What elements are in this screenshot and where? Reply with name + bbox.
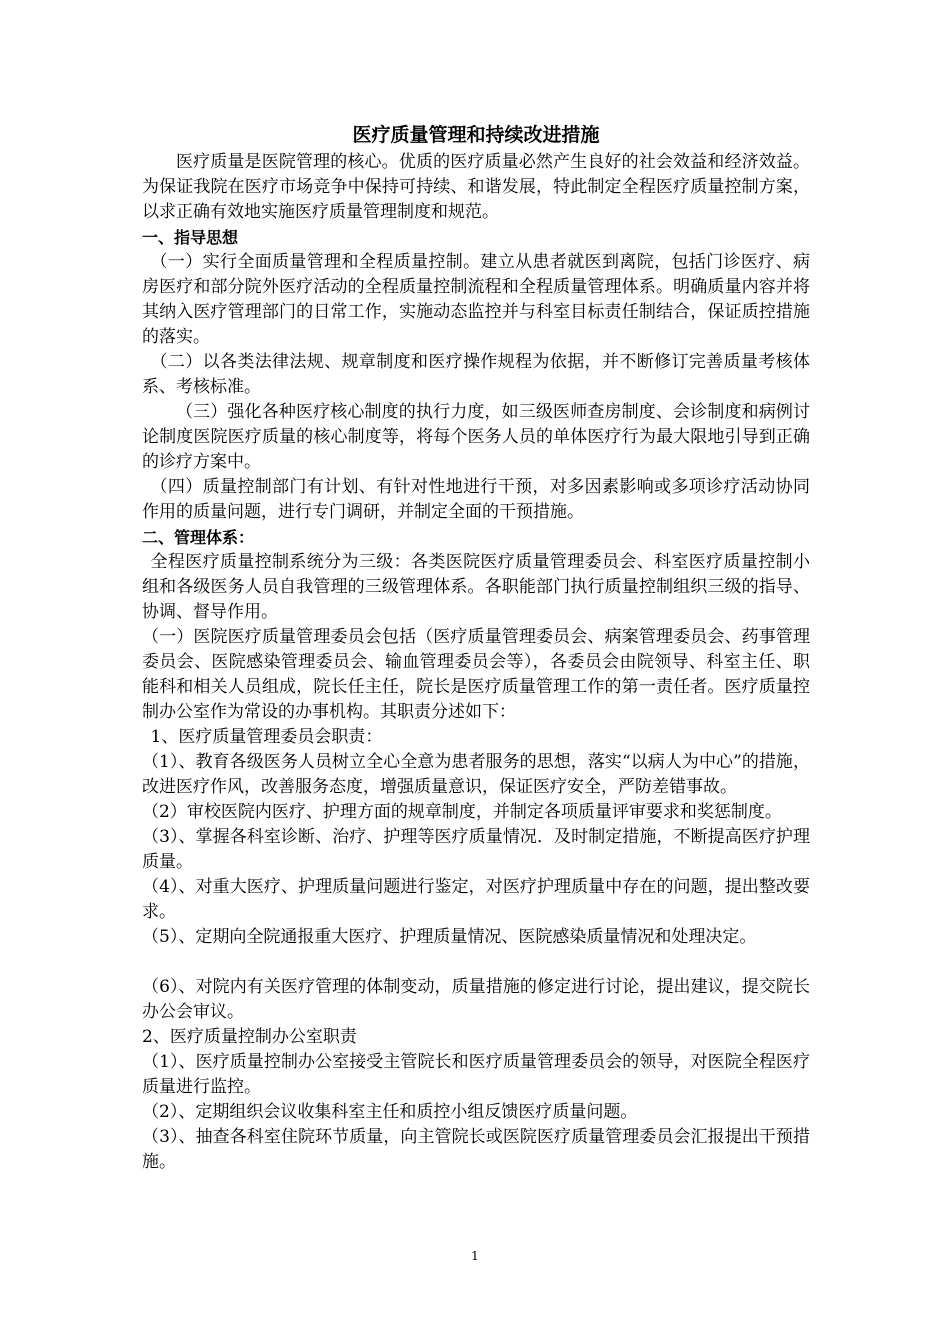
document-page (142, 120, 810, 1175)
guiding-item-2: （二）以各类法律法规、规章制度和医疗操作规程为依据，并不断修订完善质量考核体系、考核标准。 (142, 352, 810, 397)
document-title: 医疗质量管理和持续改进措施 (352, 124, 600, 146)
section-heading-management-system: 二、管理体系： (142, 528, 255, 547)
management-intro: 全程医疗质量控制系统分为三级：各类医院医疗质量管理委员会、科室医疗质量控制小组和各级医务人员自我管理的三级管理体系。各职能部门执行质量控制组织三级的指导、协调、督导作用。 (142, 552, 810, 622)
section-heading-guiding-ideology: 一、指导思想 (142, 228, 239, 247)
committee-duties-heading: 1、医疗质量管理委员会职责： (150, 727, 383, 747)
management-item-1: （一）医院医疗质量管理委员会包括（医疗质量管理委员会、病案管理委员会、药事管理委员会、医院感染管理委员会、输血管理委员会等），各委员会由院领导、科室主任、职能科和相关人员组成，院长任主任，院长是医疗质量管理工作的第一责任者。医疗质量控制办公室作为常设的办事机构。其职责分述如下： (142, 627, 810, 722)
committee-duty-5: （5）、定期向全院通报重大医疗、护理质量情况、医院感染质量情况和处理决定。 (142, 927, 757, 947)
committee-duty-1: （1）、教育各级医务人员树立全心全意为患者服务的思想，落实“以病人为中心”的措施，改进医疗作风，改善服务态度，增强质量意识，保证医疗安全，严防差错事故。 (142, 752, 810, 797)
guiding-item-4: （四）质量控制部门有计划、有针对性地进行干预，对多因素影响或多项诊疗活动协同作用的质量问题，进行专门调研，并制定全面的干预措施。 (142, 477, 810, 522)
committee-duty-4: （4）、对重大医疗、护理质量问题进行鉴定，对医疗护理质量中存在的问题，提出整改要求。 (142, 877, 810, 922)
office-duty-3: （3）、抽查各科室住院环节质量，向主管院长或医院医疗质量管理委员会汇报提出干预措施。 (142, 1127, 810, 1172)
office-duty-1: （1）、医疗质量控制办公室接受主管院长和医疗质量管理委员会的领导，对医院全程医疗质量进行监控。 (142, 1052, 810, 1097)
page-number: 1 (471, 1249, 479, 1263)
office-duty-2: （2）、定期组织会议收集科室主任和质控小组反馈医疗质量问题。 (142, 1102, 638, 1122)
committee-duty-3: （3）、掌握各科室诊断、治疗、护理等医疗质量情况．及时制定措施，不断提高医疗护理质量。 (142, 827, 810, 872)
intro-paragraph: 医疗质量是医院管理的核心。优质的医疗质量必然产生良好的社会效益和经济效益。为保证我院在医疗市场竞争中保持可持续、和谐发展，特此制定全程医疗质量控制方案，以求正确有效地实施医疗质量管理制度和规范。 (142, 152, 810, 222)
guiding-item-3: （三）强化各种医疗核心制度的执行力度，如三级医师查房制度、会诊制度和病例讨论制度医院医疗质量的核心制度等，将每个医务人员的单体医疗行为最大限地引导到正确的诊疗方案中。 (142, 402, 810, 472)
committee-duty-6: （6）、对院内有关医疗管理的体制变动，质量措施的修定进行讨论，提出建议，提交院长办公会审议。 (142, 977, 810, 1022)
blank-line (142, 950, 810, 975)
guiding-item-1: （一）实行全面质量管理和全程质量控制。建立从患者就医到离院，包括门诊医疗、病房医疗和部分院外医疗活动的全程质量控制流程和全程质量管理体系。明确质量内容并将其纳入医疗管理部门的日常工作，实施动态监控并与科室目标责任制结合，保证质控措施的落实。 (142, 252, 810, 347)
committee-duty-2: （2）审校医院内医疗、护理方面的规章制度，并制定各项质量评审要求和奖惩制度。 (142, 802, 782, 822)
office-duties-heading: 2、医疗质量控制办公室职责 (142, 1027, 357, 1047)
